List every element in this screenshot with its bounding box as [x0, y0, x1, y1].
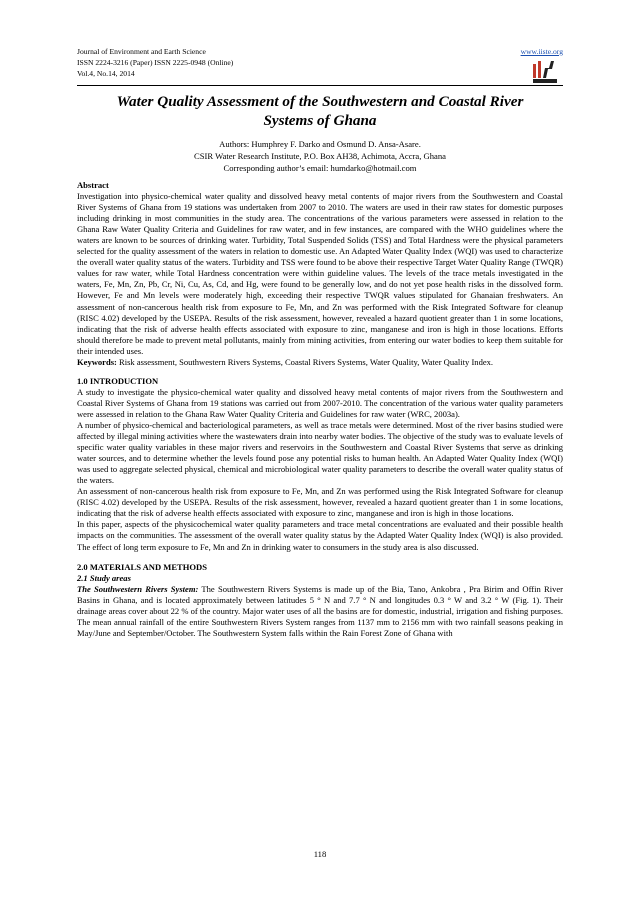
title-line-2: Systems of Ghana	[263, 112, 377, 129]
intro-paragraph-4: In this paper, aspects of the physicochemical water quality parameters and trace metal concentrations are evaluated and their possible health impacts on the communities. The assessment of the overall water quality status by the Adapted Water Quality Index (WQI) is also provided. The effect of long term exposure to Fe, Mn and Zn in drinking water to consumers in the study area is also discussed.	[77, 519, 563, 552]
paper-body	[77, 180, 563, 639]
journal-issn: ISSN 2224-3216 (Paper) ISSN 2225-0948 (Online)	[77, 58, 234, 67]
abstract-heading: Abstract	[77, 180, 109, 190]
keywords-paragraph	[77, 357, 563, 368]
spacer	[77, 368, 563, 376]
paper-title	[77, 92, 563, 130]
spacer	[77, 553, 563, 562]
journal-volume: Vol.4, No.14, 2014	[77, 69, 135, 78]
authors: Authors: Humphrey F. Darko and Osmund D. Ansa-Asare.	[219, 139, 421, 149]
intro-paragraph-1: A study to investigate the physico-chemical water quality and dissolved heavy metal contents of major rivers from the Southwestern and Coastal River Systems of Ghana from 19 stations was carried out from 2007-2010. The concentration of the various water quality parameters were assessed in relation to the Ghana Raw Water Quality Criteria and Guidelines for raw water (WRC, 2003a).	[77, 386, 563, 419]
header-rule	[77, 85, 563, 86]
intro-heading: 1.0 INTRODUCTION	[77, 375, 159, 386]
keywords-text: Risk assessment, Southwestern Rivers Systems, Coastal Rivers Systems, Water Quality, Water Quality Index.	[119, 356, 494, 367]
intro-paragraph-3: An assessment of non-cancerous health risk from exposure to Fe, Mn, and Zn was performed using the Risk Integrated Software for cleanup (RISC 4.02) developed by the USEPA. Results of the risk assessment, however, revealed a hazard quotient greater than 1 in some locations, indicating that the risk of adverse health effects associated with exposure to zinc, manganese and iron is high in those locations.	[77, 486, 563, 519]
author-block	[77, 138, 563, 174]
page-number: 118	[313, 849, 327, 859]
journal-name: Journal of Environment and Earth Science	[77, 47, 206, 56]
iiste-logo-icon	[532, 58, 558, 84]
methods-text: The Southwestern Rivers Systems is made up of the Bia, Tano, Ankobra , Pra Birim and Offin River Basins in Ghana, and is located approximately between latitudes 5 ° N and 7.7 ° N and longitudes 0.3 ° W and 3.2 ° W (Fig. 1). Their drainage areas cover about 22 % of the country. Major water uses of all the basins are for domestic, industrial, irrigation and fishing purposes. The mean annual rainfall of the entire Southwestern Rivers System ranges from 1137 mm to 2156 mm with two rainfall seasons peaking in May/June and September/October. The Southwestern System falls within the Rain Forest Zone of Ghana with	[77, 583, 563, 638]
abstract-text: Investigation into physico-chemical water quality and dissolved heavy metal contents of major rivers from the Southwestern and Coastal River Systems of Ghana from 19 stations was undertaken from 2007 to 2010. The waters are used in their raw states for domestic purposes including drinking in most communities in the study area. The concentrations of the various parameters were assessed in relation to the Ghana Raw Water Quality Criteria and Guidelines for raw water, and in few instances, are compared with the WHO guidelines where the waters are known to be sources of drinking water. Turbidity, Total Suspended Solids (TSS) and Total Hardness were the physical parameters selected for the quality assessment of the waters in relation to domestic use. An Adapted Water Quality Index (WQI) was used to characterize the overall water quality status of the waters. Turbidity and TSS were found to be above their respective Target Water Quality Range (TWQR) values for raw water, while Total Hardness concentration were within guideline values. The levels of the trace metals investigated in the waters, Fe, Mn, Zn, Pb, Cr, Ni, Cu, As, Cd, and Hg, were found to be generally low, and do not yet pose health risks in the dissolved form. However, Fe and Mn levels were moderately high, exceeding their respective TWQR values stipulated for Ghanaian freshwaters. An assessment of non-cancerous health risk from exposure to Fe, Mn, and Zn was performed with the Risk Integrated Software for cleanup (RISC 4.02) developed by the USEPA. Results of the risk assessment, however, revealed a hazard quotient greater than 1 in some locations, indicating that the risk of adverse health effects associated with exposure to zinc, manganese and iron is high in those locations. Efforts should therefore be made to prevent metal pollutants, mainly from mining activities, from entering our water bodies to keep them suitable for their intended uses.	[77, 191, 563, 356]
journal-info	[77, 46, 233, 79]
affiliation: CSIR Water Research Institute, P.O. Box AH38, Achimota, Accra, Ghana	[194, 151, 446, 161]
southwestern-lead: The Southwestern Rivers System:	[77, 583, 199, 594]
journal-header	[77, 46, 563, 86]
study-areas-subheading: 2.1 Study areas	[77, 572, 131, 583]
intro-paragraph-2: A number of physico-chemical and bacteriological parameters, as well as trace metals were determined. Most of the river basins studied were affected by illegal mining activities where the wastewaters drain into nearby water bodies. The objective of the study was to evaluate levels of specific water quality variables in these major rivers and reservoirs in the Southwestern and Coastal River Systems that serve as drinking water sources, and to determine whether the levels found pose any potential risks to human health. An Adapted Water Quality Index (WQI) was used to aggregate selected physical, chemical and microbiological water quality parameters to describe the overall water quality status of the waters.	[77, 419, 563, 486]
keywords-label: Keywords:	[77, 356, 117, 367]
correspondence: Corresponding author’s email: humdarko@hotmail.com	[223, 163, 417, 173]
methods-paragraph	[77, 584, 563, 639]
journal-url-link[interactable]: www.iiste.org	[520, 47, 563, 56]
title-line-1: Water Quality Assessment of the Southwestern and Coastal River	[116, 93, 524, 110]
methods-heading: 2.0 MATERIALS AND METHODS	[77, 561, 207, 572]
